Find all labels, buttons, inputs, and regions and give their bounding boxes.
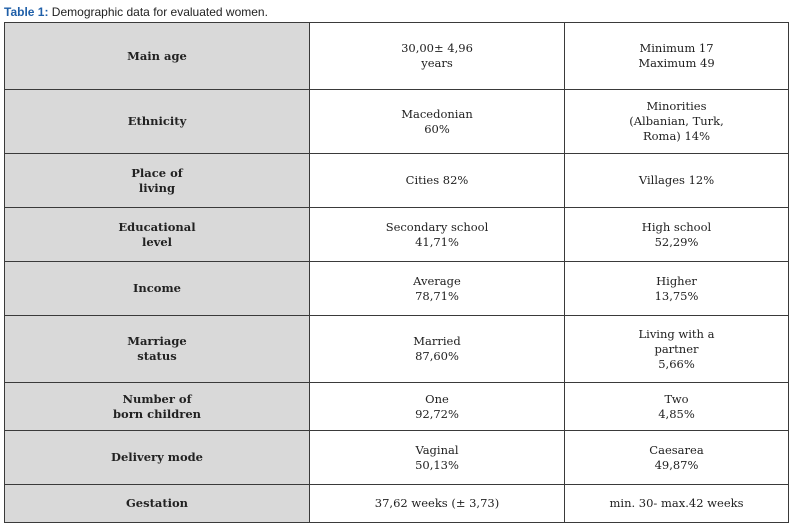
row-label: Place of living <box>5 154 310 208</box>
table-row <box>5 485 789 523</box>
cell-value: Caesarea 49,87% <box>565 431 789 485</box>
caption-text: Demographic data for evaluated women. <box>48 5 268 19</box>
row-label: Educational level <box>5 208 310 262</box>
cell-value: 30,00± 4,96 years <box>310 23 565 90</box>
row-label: Marriage status <box>5 316 310 383</box>
cell-value: High school 52,29% <box>565 208 789 262</box>
row-label: Delivery mode <box>5 431 310 485</box>
table-row <box>5 154 789 208</box>
table-row <box>5 431 789 485</box>
cell-value: Average 78,71% <box>310 262 565 316</box>
table-row <box>5 208 789 262</box>
cell-value: Higher 13,75% <box>565 262 789 316</box>
cell-value: Minorities (Albanian, Turk, Roma) 14% <box>565 90 789 154</box>
cell-value: Vaginal 50,13% <box>310 431 565 485</box>
cell-value: Villages 12% <box>565 154 789 208</box>
row-label: Income <box>5 262 310 316</box>
cell-value: Macedonian 60% <box>310 90 565 154</box>
cell-value: Secondary school 41,71% <box>310 208 565 262</box>
cell-value: 37,62 weeks (± 3,73) <box>310 485 565 523</box>
table-caption <box>4 4 268 20</box>
cell-value: Two 4,85% <box>565 383 789 431</box>
cell-value: Minimum 17 Maximum 49 <box>565 23 789 90</box>
table-row <box>5 383 789 431</box>
row-label: Main age <box>5 23 310 90</box>
table-row <box>5 90 789 154</box>
row-label: Number of born children <box>5 383 310 431</box>
cell-value: min. 30- max.42 weeks <box>565 485 789 523</box>
table-row <box>5 262 789 316</box>
caption-label: Table 1: <box>4 5 49 19</box>
row-label: Gestation <box>5 485 310 523</box>
demographic-table <box>4 22 789 523</box>
table-row <box>5 316 789 383</box>
cell-value: Married 87,60% <box>310 316 565 383</box>
cell-value: Cities 82% <box>310 154 565 208</box>
row-label: Ethnicity <box>5 90 310 154</box>
cell-value: Living with a partner 5,66% <box>565 316 789 383</box>
cell-value: One 92,72% <box>310 383 565 431</box>
table-row <box>5 23 789 90</box>
